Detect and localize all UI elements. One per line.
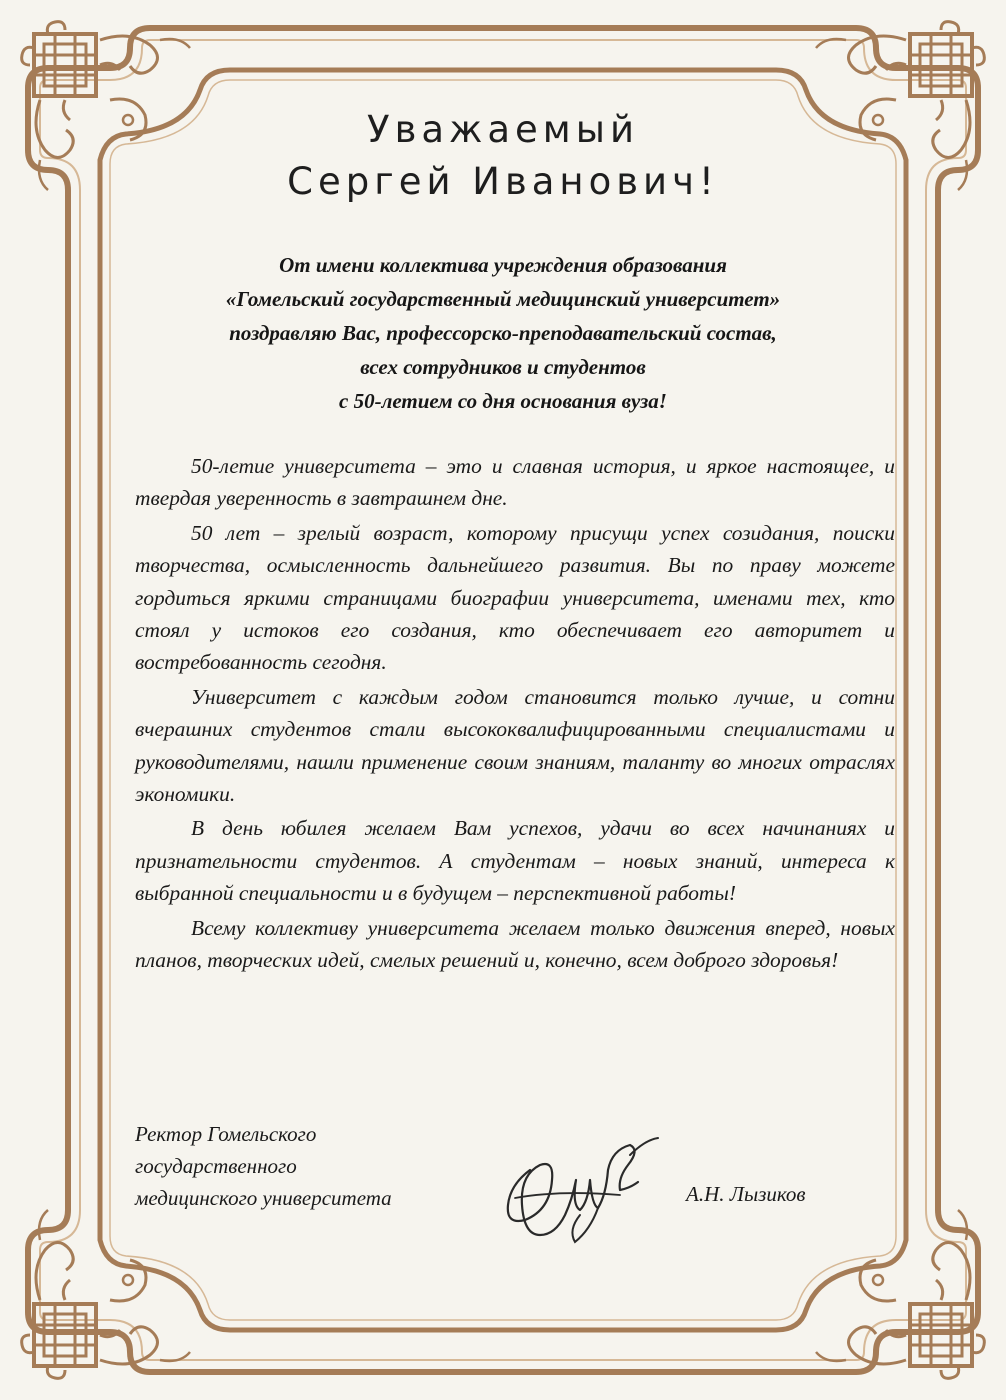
body-paragraph: 50 лет – зрелый возраст, которому присущи успех созидания, поиски творчества, осмысленность дальнейшего развития. Вы по праву можете гордиться яркими страницами биографии университета, именами тех, кто стоял у истоков его создания, кто обеспечивает его авторитет и востребованность сегодня. (135, 520, 895, 675)
signer-name: А.Н. Лызиков (686, 1182, 806, 1206)
signer-title-line: государственного (135, 1154, 297, 1178)
body-paragraph: Всему коллективу университета желаем только движения вперед, новых планов, творческих идей, смелых решений и, конечно, всем доброго здоровья! (135, 915, 895, 973)
handwritten-signature-icon (480, 1110, 680, 1250)
letter-body (135, 450, 895, 979)
body-paragraph: 50-летие университета – это и славная история, и яркое настоящее, и твердая уверенность в завтрашнем дне. (135, 454, 895, 511)
intro-line: поздравляю Вас, профессорско-преподавательский состав, (229, 321, 777, 345)
salutation-line-1: Уважаемый (367, 108, 639, 151)
intro-line: всех сотрудников и студентов (360, 355, 646, 379)
body-paragraph: Университет с каждым годом становится только лучше, и сотни вчерашних студентов стали высококвалифицированными специалистами и руководителями, нашли применение своим знаниям, таланту во многих отраслях экономики. (135, 684, 895, 807)
signer-title-line: медицинского университета (135, 1186, 392, 1210)
intro-line: «Гомельский государственный медицинский университет» (225, 287, 781, 311)
corner-ornament-bottom-right-icon (816, 1210, 984, 1378)
body-paragraph: В день юбилея желаем Вам успехов, удачи во всех начинаниях и признательности студентов. А студентам – новых знаний, интереса к выбранной специальности и в будущем – перспективной работы! (135, 816, 895, 906)
signer-title-line: Ректор Гомельского (135, 1122, 317, 1146)
congratulation-intro (130, 248, 876, 418)
intro-line: От имени коллектива учреждения образования (279, 253, 727, 277)
corner-ornament-bottom-left-icon (22, 1210, 190, 1378)
salutation-line-2: Сергей Иванович! (287, 160, 719, 203)
signer-title (135, 1118, 392, 1214)
intro-line: с 50-летием со дня основания вуза! (339, 389, 667, 413)
